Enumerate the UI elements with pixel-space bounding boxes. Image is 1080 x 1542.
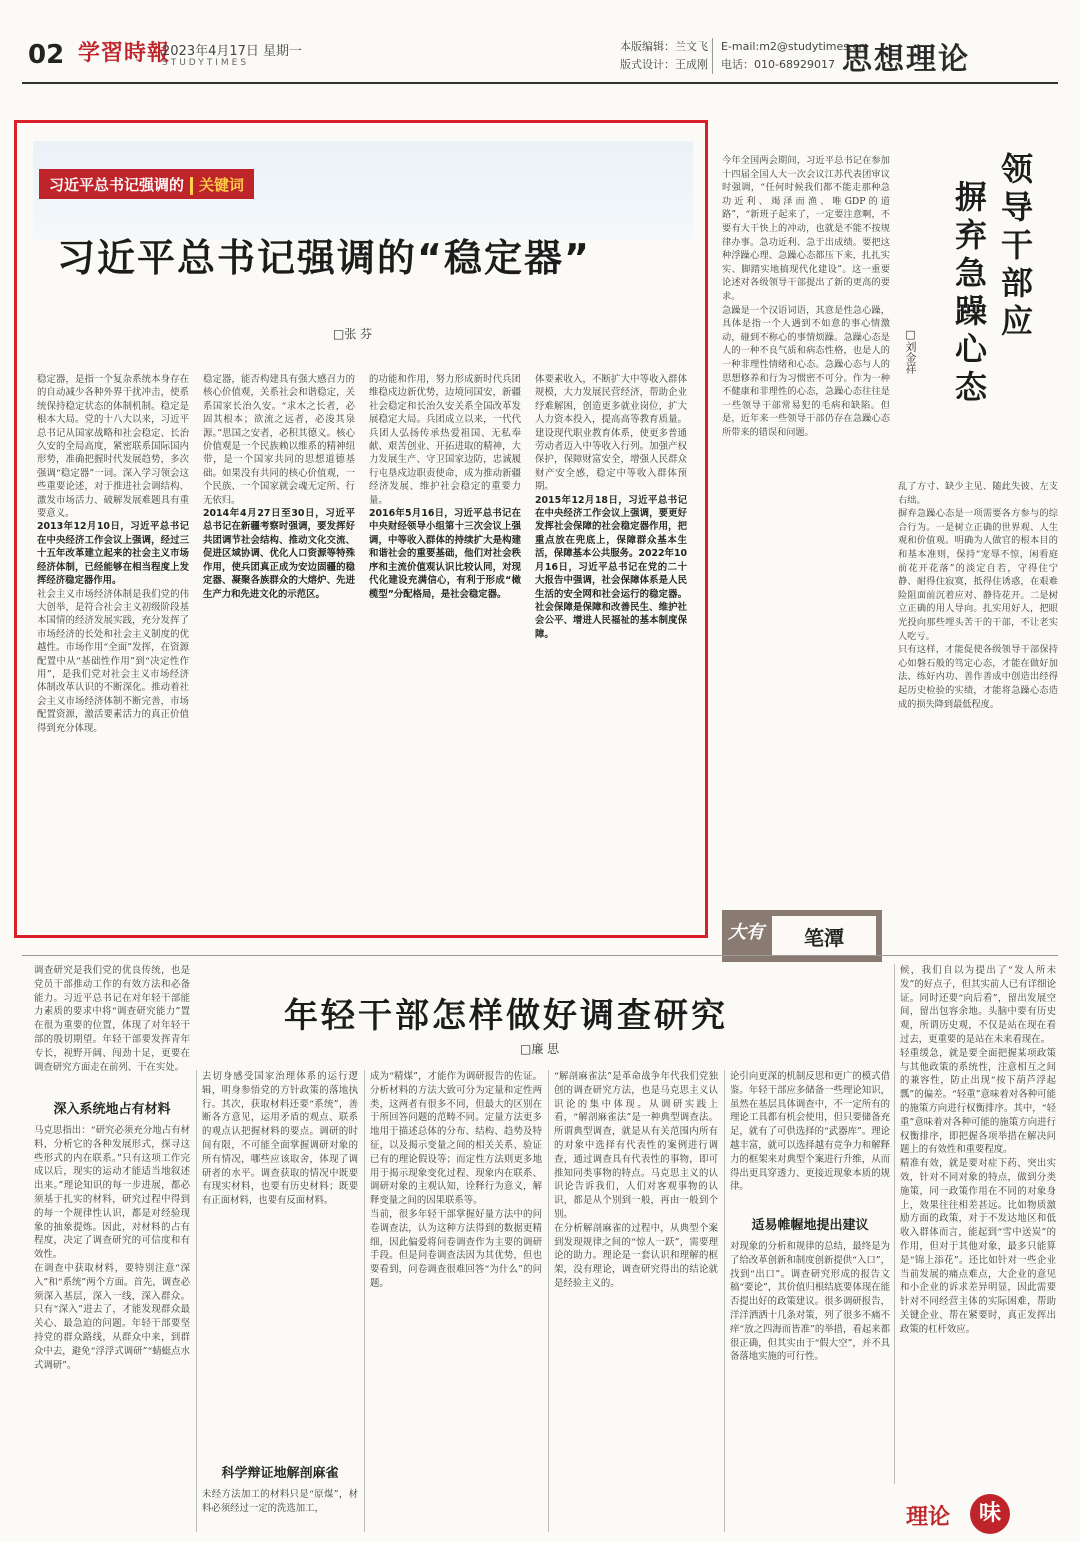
paragraph: 摒弃急躁心态是一项需要各方参与的综合行为。一是树立正确的世界观、人生观和价值观。明确为人做官的根本目的和基本准则，保持“宠辱不惊，闲看庭前花开花落”的淡定自若，守得住宁静、耐得住寂寞，抵得住诱惑，在艰难险阻面前沉着应对、静待花开。二是树立正确的用人导向。扎实用好人，把眼光投向那些埋头苦干的干部，不让老实人吃亏。 (898, 508, 1058, 642)
section-divider (22, 955, 1058, 956)
paragraph: 只有这样，才能促使各级领导干部保持心如磐石般的笃定心态，才能在做好加法、练好内功、善作善成中创造出经得起历史检验的实绩，才能将急躁心态造成的损失降到最低程度。 (898, 644, 1058, 710)
side-byline: □刘金祥 (904, 328, 917, 374)
badge-circle: 味 (970, 1494, 1010, 1534)
bottom-lead: 调查研究是我们党的优良传统，也是党员干部推动工作的有效方法和必备能力。习近平总书记在对年轻干部能力素质的要求中将“调查研究能力”置在很为重要的位置，体现了对年轻干部的殷切期望。年轻干部要发挥青年专长，视野开阔、闯劲十足，更要在调查研究方面走在前列、干在实处。 (34, 965, 190, 1073)
bottom-column-6 (900, 964, 1056, 1484)
column-rule (196, 1070, 197, 1532)
page-header (0, 0, 1080, 96)
paragraph: 候，我们自以为提出了“发人所未发”的好点子，但其实前人已有详细论证。同时还要“向后看”，留出发展空间，留出包容余地。头脑中要有历史观，所谓历史观，不仅是站在现在看过去，更重要的是站在未来看现在。 (900, 965, 1056, 1045)
side-headline-line2: 摒弃急躁心态 (950, 180, 988, 408)
main-byline: □张 芬 (333, 327, 373, 341)
side-headline-line1: 领导干部应 (996, 152, 1034, 342)
badge-text: 理论 (906, 1505, 951, 1530)
paragraph: 轻重缓急，就是要全面把握某项政策与其他政策的系统性，注意相互之间的兼容性，防止出现“按下葫芦浮起瓢”的偏差。“轻重”意味着对各种可能的施策方向进行权衡排序。其中，“轻重”意味着对各种可能的施策方向进行权衡排序，即把握各项举措在解决问题上的有效性和重要程度。 (900, 1047, 1056, 1156)
bottom-column-3 (370, 1070, 542, 1532)
bottom-column-2 (202, 1070, 358, 1450)
bottom-column-2b: 未经方法加工的材料只是“原煤”，材料必须经过一定的洗选加工， (202, 1489, 358, 1514)
column-rule (894, 964, 895, 1484)
paragraph: 成为“精煤”，才能作为调研报告的佐证。分析材料的方法大致可分为定量和定性两类，这两者有很多不同，但最大的区别在于所回答问题的范畴不同。定量方法更多地用于描述总体的分布、结构、趋势及特征，以及揭示变量之间的相关关系、验证已有的理论假设等；而定性方法则更多地用于揭示现象变化过程、现象内在联系、调研对象的主观认知，诠释行为意义，解释变量之间的因果联系等。 (370, 1071, 542, 1207)
masthead-en: STUDYTIMES (162, 58, 250, 68)
paragraph: 当前，很多年轻干部掌握好量方法中的问卷调查法，认为这种方法得到的数据更精细，因此偏爱将问卷调查作为主要的调研手段。但是问卷调查法因为其优势，但也要看到，问卷调查很难回答“为什么”的问题。 (370, 1208, 542, 1289)
bottom-headline: 年轻干部怎样做好调查研究 (284, 996, 728, 1036)
article-column-4 (535, 373, 687, 933)
paragraph: 体要素收入，不断扩大中等收入群体规模，大力发展民营经济，帮助企业纾难解困，创造更多就业岗位，扩大人力资本投入，提高高等教育质量。建设现代职业教育体系，使更多普通劳动者迈入中等收入行列。加强产权保护，保障财富安全，增强人民群众财产安全感，稳定中等收入群体预期。 (535, 374, 687, 493)
paragraph: 稳定器，是指一个复杂系统本身存在的自动减少各种外界干扰冲击，使系统保持稳定状态的体制机制。稳定是根本大局。党的十八大以来，习近平总书记从国家战略和社会稳定、长治久安的全局高度，紧密联系国际国内形势，准确把握时代发展趋势，多次强调“稳定器”一词。深入学习领会这些重要论述，对于推进社会调结构、激发市场活力、破解发展难题具有重要意义。 (37, 374, 189, 520)
subheading-1: 深入系统地占有材料 (53, 1102, 171, 1117)
bottom-column-5b: 对现象的分析和规律的总结，最终是为了给改革创新和制度创新提供“入口”，找到“出口”。调查研究形成的报告文稿“要论”，其价值归根结底要体现在能否提出好的政策建议。很多调研报告，洋洋洒洒十几条对策，列了很多不痛不痒“放之四海而皆准”的举措，看起来都很正确，但其实由于“假大空”，并不具备落地实施的可行性。 (730, 1241, 890, 1363)
keyword-tag-prefix: 习近平总书记强调的 (49, 176, 185, 194)
paragraph: 马克思指出：“研究必须充分地占有材料，分析它的各种发展形式，探寻这些形式的内在联系。”只有这项工作完成以后，现实的运动才能适当地叙述出来。”理论知识的每一步进展，都必须基于扎实的材料，研究过程中得到的每一个规律性认识，都是对经验现象的抽象提炼。因此，对材料的占有程度，决定了调查研究的可信度和有效性。 (34, 1125, 190, 1261)
article-column-1 (37, 373, 189, 933)
paragraph: “解剖麻雀法”是革命战争年代我们党独创的调查研究方法，也是马克思主义认识论的集中体现。从调研实践上看，“解剖麻雀法”是一种典型调查法。所谓典型调查，就是从有关范围内所有的对象中选择有代表性的案例进行调查，通过调查具有代表性的事物，即可推知同类事物的特点。马克思主义的认识论告诉我们，人们对客观事物的认识，都是从个别到一般，再由一般到个别。 (554, 1071, 718, 1220)
paragraph: 稳定器，能否构建具有强大感召力的核心价值观，关系社会和谐稳定，关系国家长治久安。“求木之长者，必固其根本；欲流之远者，必浚其泉源。”思国之安者，必积其德义。核心价值观是一个民族赖以维系的精神纽带，是一个国家共同的思想道德基础。如果没有共同的核心价值观，一个民族、一个国家就会魂无定所、行无依归。 (203, 374, 355, 506)
stamp-left-text: 大有 (728, 922, 764, 943)
designer-line: 版式设计：王成刚 (620, 58, 708, 71)
main-article-box (14, 120, 708, 938)
column-badge (896, 1494, 1056, 1534)
quote-paragraph: 2015年12月18日，习近平总书记在中央经济工作会议上强调，要更好发挥社会保障的社会稳定器作用，把重点放在兜底上，保障群众基本生活，保障基本公共服务。2022年10月16日，习近平总书记在党的二十大报告中强调，社会保障体系是人民生活的安全网和社会运行的稳定器。社会保障是保障和改善民生、维护社会公平、增进人民福祉的基本制度保障。 (535, 494, 687, 640)
column-rule (548, 1070, 549, 1532)
paragraph: 在调查中获取材料，要特别注意“深入”和“系统”两个方面。首先，调查必须深入基层，深入一线，深入群众。只有“深入”进去了，才能发现群众最关心、最急迫的问题。年轻干部要坚持党的群众路线，从群众中来，到群众中去，避免“浮浮式调研”“蜻蜓点水式调研”。 (34, 1262, 190, 1371)
page-number: 02 (28, 40, 65, 70)
main-headline: 习近平总书记强调的“稳定器” (57, 236, 591, 280)
side-headline (940, 152, 1050, 472)
bottom-byline: □廉 思 (520, 1042, 560, 1056)
keyword-tag (39, 169, 254, 199)
masthead-logo: 学習時報 (78, 40, 171, 66)
paragraph: 乱了方寸、缺少主见、随此失彼、左支右绌。 (898, 481, 1058, 506)
bottom-column-5: 论引向更深的机制反思和更广的模式借鉴。年轻干部应多储备一些理论知识，虽然在基层具体调查中，不一定所有的理论工具都有机会使用，但只要储备充足，就有了可供选择的“武器库”。理论越丰富，就可以选择越有竞争力和解释力的框架来对典型个案进行升维，从而得出更具穿透力、更接近现象本质的规律。 (730, 1071, 890, 1193)
paragraph: 今年全国两会期间，习近平总书记在参加十四届全国人大一次会议江苏代表团审议时强调，“任何时候我们都不能走那种急功近利、竭泽而渔、唯GDP的道路”，“新班子起来了，一定要注意啊，不要有大干快上的冲动，也就是不能不按规律办事。急功近利、急于出成绩。要把这种浮躁心理、急躁心态都压下来，扎扎实实、脚踏实地搞现代化建设”。这一重要论述对各级领导干部提出了新的更高的要求。 (722, 155, 890, 302)
bottom-column-4 (554, 1070, 718, 1532)
paragraph: 在分析解剖麻雀的过程中，从典型个案到发现规律之间的“惊人一跃”，需要理论的助力。理论是一套认识和理解的框架，没有理论，调查研究得出的结论就是经验主义的。 (554, 1222, 718, 1289)
quote-paragraph: 2016年5月16日，习近平总书记在中央财经领导小组第十三次会议上强调，中等收入群体的持续扩大是构建和谐社会的重要基础，他们对社会秩序和主流价值观认识比较认同，对现代化建设充满信心，有利于形成“橄榄型”分配格局，是社会稳定器。 (369, 508, 521, 600)
subheading-2: 科学辩证地解剖麻雀 (221, 1466, 339, 1481)
side-column-1 (722, 154, 890, 894)
tag-separator (190, 177, 193, 195)
phone-text: 电话：010-68929017 (721, 58, 835, 71)
issue-date: 2023年4月17日 星期一 (162, 44, 303, 59)
quote-paragraph: 2014年4月27日至30日，习近平总书记在新疆考察时强调，要发挥好共团调节社会结构、推动文化交流、促进区域协调、优化人口资源等特殊作用，使兵团真正成为安边固疆的稳定器、凝聚各族群众的大熔炉、先进生产力和先进文化的示范区。 (203, 508, 355, 600)
subheading-3: 适易帷幄地提出建议 (751, 1218, 869, 1233)
keyword-tag-keyword: 关键词 (199, 176, 245, 194)
paragraph: 社会主义市场经济体制是我们党的伟大创举，是符合社会主义初级阶段基本国情的经济发展实践，充分发挥了市场经济的长处和社会主义制度的优越性。市场作用“全面”发挥，在资源配置中从“基础性作用”到“决定性作用”，是我们党对社会主义市场经济体制改革认识的不断深化。推动着社会主义市场经济体制不断完善，市场配置资源，激活要素活力的真正价值得到充分体现。 (37, 588, 189, 734)
paragraph: 急躁是一个汉语词语，其意是性急心躁，具体是指一个人遇到不如意的事心情激动，碰到不称心的事情烦躁。急躁心态是人的一种不良气质和病态性格，也是人的一种非理性情绪和心态。急躁心态与人的思想修养和行为习惯密不可分。作为一种不健康和非理性的心态，急躁心态往往是一些领导干部常易犯的毛病和缺陷。但是，近年来一些领导干部仍存在急躁心态所带来的错误和问题。 (722, 304, 890, 438)
paragraph: 去切身感受国家治理体系的运行逻辑，明身参悟党的方针政策的落地执行。其次，获取材料还要“系统”，善断各方意见，运用矛盾的观点、联系的观点认把握材料的要点。调研的时间有限，不可能全面掌握调研对象的所有情况，哪些应该取舍，体现了调研者的水平。调查获取的情况中既要有现实材料，也要有历史材料；既要有正面材料，也要有反面材料。 (202, 1071, 358, 1207)
quote-paragraph: 2013年12月10日，习近平总书记在中央经济工作会议上强调，经过三十五年改革建立起来的社会主义市场经济体制，已经能够在相当程度上发挥经济稳定器作用。 (37, 521, 189, 587)
bottom-column-1 (34, 1124, 190, 1532)
column-rule (724, 1070, 725, 1532)
section-title: 思想理论 (842, 42, 970, 77)
editor-line: 本版编辑：兰文飞 (620, 40, 708, 53)
column-rule (364, 1070, 365, 1532)
email-text: E-mail:m2@studytimes.cn (721, 40, 866, 53)
paragraph: 精准有效，就是要对症下药、突出实效，针对不同对象的特点，做到分类施策，同一政策作用在不同的对象身上，效果往往相差甚远。比如物质激励方面的政策，对于不发达地区和低收入群体而言，能起到“雪中送炭”的作用，但对于其他对象，最多只能算是“锦上添花”。还比如针对一些企业当前发展的痛点难点，大企业的意见和小企业的诉求差异明显，因此需要针对不同经营主体的实际困难，帮助关键企业、帮在紧要时，真正发挥出政策的杠杆效应。 (900, 1158, 1056, 1335)
stamp-right-text: 笔潭 (772, 916, 876, 956)
article-column-3 (369, 373, 521, 933)
article-column-2 (203, 373, 355, 933)
paragraph: 的功能和作用，努力形成新时代兵团维稳戍边新优势，边境同国安，新疆社会稳定和长治久安关系全国改革发展稳定大局。兵团成立以来，一代代兵团人弘扬传承热爱祖国、无私奉献、艰苦创业、开拓进取的精神，大力发展生产、守卫国家边防，忠诚履行屯垦戍边职责使命，成为推动新疆经济发展、维护社会稳定的重要力量。 (369, 374, 521, 506)
side-article (722, 150, 1062, 950)
side-column-2 (898, 480, 1058, 940)
editor-credits (620, 38, 708, 74)
header-rule (22, 82, 1058, 84)
